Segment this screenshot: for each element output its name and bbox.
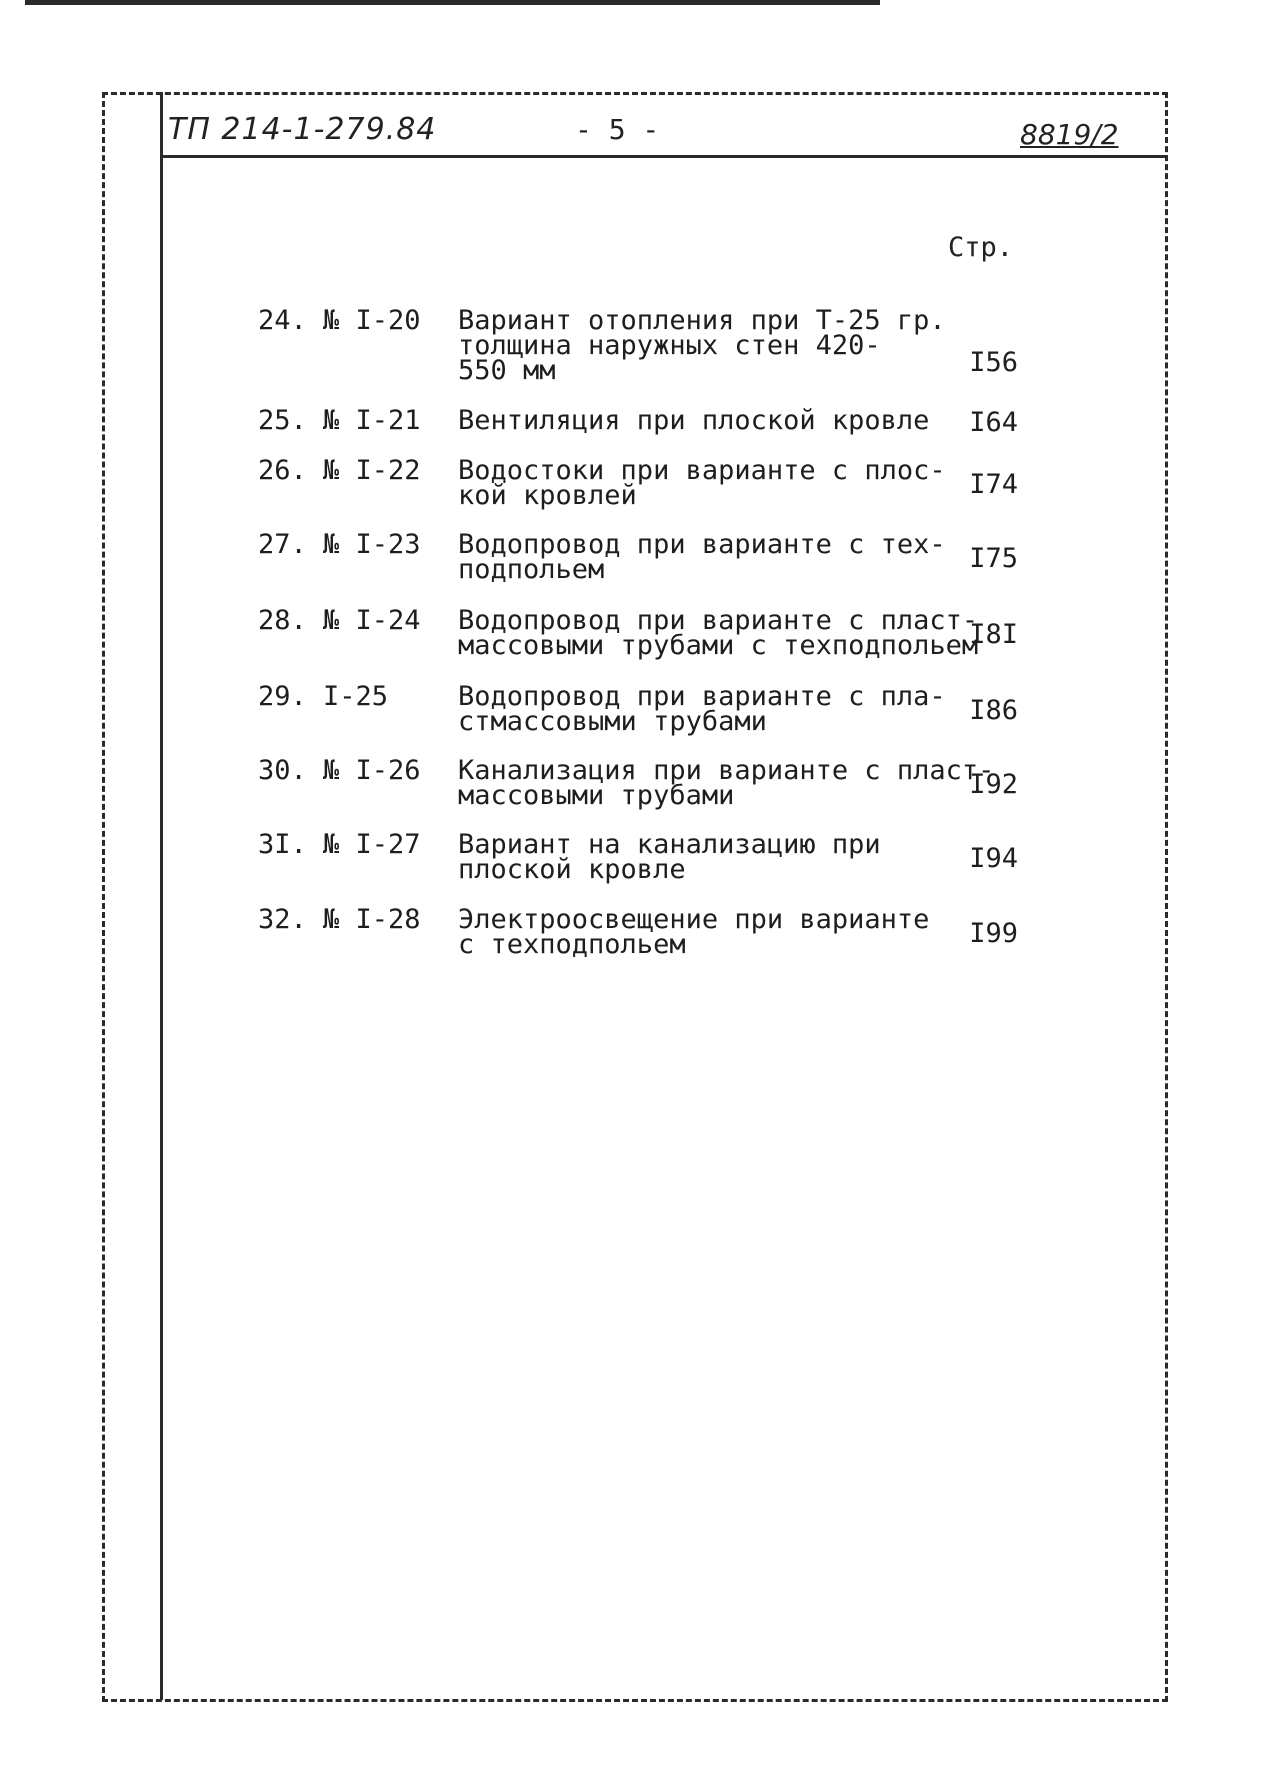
toc-entry-title [458,605,979,661]
toc-entry [258,605,1018,661]
page-column-header: Стр. [948,232,1014,263]
toc-entry-page: I75 [969,543,1018,574]
toc-entry-page: I64 [969,407,1018,438]
toc-entry-title [458,305,946,386]
toc-entry [258,305,1018,386]
toc-entry-title-line: 550 мм [458,355,556,386]
toc-entry-number: 27. № I-23 [258,529,421,560]
toc-entry-number: 28. № I-24 [258,605,421,636]
document-code: ТП 214-1-279.84 [168,112,437,147]
page-number: - 5 - [575,113,660,146]
toc-entry-title-line: Водостоки при варианте с плос- [458,455,946,486]
toc-entry-title-line: с техподпольем [458,929,686,960]
toc-entry-title-line: Водопровод при варианте с пла- [458,681,946,712]
toc-entry-title [458,405,930,436]
header-divider [163,155,1168,158]
toc-entry-number: 25. № I-21 [258,405,421,436]
toc-entry-title-line: Вариант на канализацию при [458,829,881,860]
toc-entry-number: 24. № I-20 [258,305,421,336]
toc-entry-title-line: стмассовыми трубами [458,706,767,737]
toc-entry-title-line: Вариант отопления при Т-25 гр. [458,305,946,336]
toc-entry-page: I56 [969,347,1018,378]
toc-entry-page: I94 [969,843,1018,874]
toc-entry-title-line: Канализация при варианте с пласт- [458,755,995,786]
toc-entry-title-line: Вентиляция при плоской кровле [458,405,930,436]
toc-entry-title-line: Электроосвещение при варианте [458,904,930,935]
toc-entry-title-line: плоской кровле [458,854,686,885]
toc-entry-number: 30. № I-26 [258,755,421,786]
toc-entry [258,904,1018,960]
toc-entry-title-line: Водопровод при варианте с пласт- [458,605,979,636]
toc-entry-title [458,455,946,511]
toc-entry-page: I8I [969,619,1018,650]
sheet-code: 8819/2 [1020,118,1119,151]
toc-entry-number: 26. № I-22 [258,455,421,486]
toc-entry [258,755,1018,811]
toc-entry-page: I92 [969,769,1018,800]
toc-entry-title [458,529,946,585]
toc-entry-page: I74 [969,469,1018,500]
toc-entry-number: 32. № I-28 [258,904,421,935]
toc-entry-page: I86 [969,695,1018,726]
toc-entry-number: 29. I-25 [258,681,389,712]
toc-entry-title [458,904,930,960]
toc-entry-number: 3I. № I-27 [258,829,421,860]
toc-entry [258,405,1018,438]
toc-entry [258,829,1018,885]
top-rule [25,0,880,5]
toc-entry-title-line: Водопровод при варианте с тех- [458,529,946,560]
toc-entry-title [458,829,928,885]
binding-margin-line [160,92,163,1700]
toc-entry-title-line: массовыми трубами с техподпольем [458,630,979,661]
toc-entry-title-line: подпольем [458,554,605,585]
toc-entry [258,455,1018,511]
toc-entry [258,681,1018,737]
toc-entry-title [458,681,946,737]
toc-entry-page: I99 [969,918,1018,949]
toc-entry-title-line: массовыми трубами [458,780,735,811]
toc-entry-title-line: толщина наружных стен 420- [458,330,881,361]
toc-entry-title-line: кой кровлей [458,480,637,511]
toc-entry [258,529,1018,585]
